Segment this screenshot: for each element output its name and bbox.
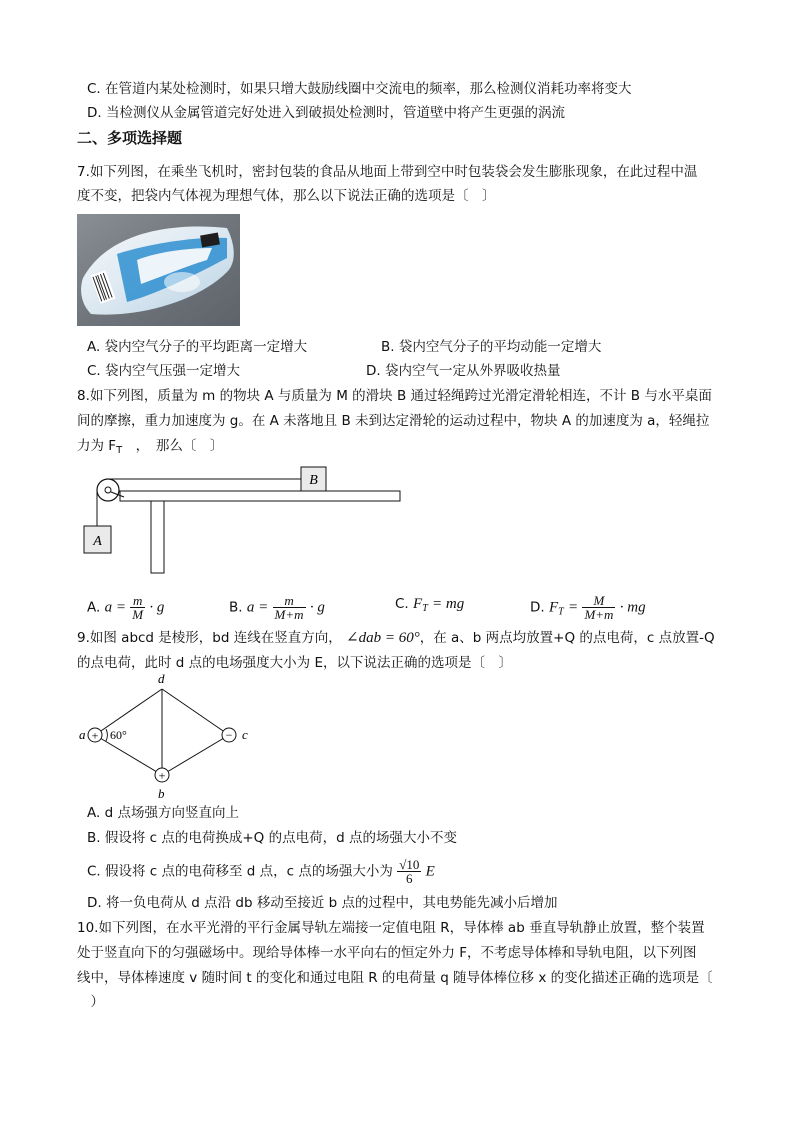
q7-stem-line2: 度不变，把袋内气体视为理想气体，那么以下说法正确的选项是〔 〕: [77, 188, 496, 204]
svg-text:+: +: [158, 768, 166, 783]
q9-label-a: a: [79, 727, 86, 742]
q8-option-c: C. $F_T$ = mg: [395, 596, 465, 614]
q10-stem-line2: 处于竖直向下的匀强磁场中。现给导体棒一水平向右的恒定外力 F，不考虑导体棒和导轨电阻，以下列图: [77, 945, 697, 961]
q9-option-a: A. d 点场强方向竖直向上: [87, 805, 239, 821]
q8-stem-line1: 8.如下列图，质量为 m 的物块 A 与质量为 M 的滑块 B 通过轻绳跨过光滑定滑轮相连，不计 B 与水平桌面: [77, 388, 712, 404]
q9-label-b: b: [158, 786, 165, 801]
q9-label-d: d: [158, 672, 165, 686]
section-title: 二、多项选择题: [77, 129, 183, 147]
svg-text:+: +: [91, 728, 99, 743]
q10-stem-line4: ）: [77, 994, 104, 1010]
q9-angle-label: 60°: [110, 728, 127, 742]
q10-stem-line3: 线中，导体棒速度 v 随时间 t 的变化和通过电阻 R 的电荷量 q 随导体棒位移 x 的变化描述正确的选项是〔: [77, 970, 713, 986]
q9-option-d: D. 将一负电荷从 d 点沿 db 移动至接近 b 点的过程中，其电势能先减小后增加: [87, 895, 558, 911]
q8-stem-line2: 间的摩擦，重力加速度为 g。在 A 未落地且 B 未到达定滑轮的运动过程中，物块 A 的加速度为 a，轻绳拉: [77, 413, 710, 429]
prev-option-c: C. 在管道内某处检测时，如果只增大鼓励线圈中交流电的频率，那么检测仪消耗功率将变大: [87, 81, 632, 97]
q8-label-a: A: [93, 534, 102, 549]
q9-stem-line1: 9.如图 abcd 是棱形，bd 连线在竖直方向， ∠dab = 60°，在 a、b 两点均放置+Q 的点电荷，c 点放置-Q: [77, 630, 715, 646]
q8-pulley-figure: [80, 462, 410, 582]
q7-food-bag-photo: [77, 214, 240, 326]
q9-label-c: c: [242, 727, 248, 742]
q7-option-a: A. 袋内空气分子的平均距离一定增大: [87, 339, 308, 355]
q7-stem-line1: 7.如下列图，在乘坐飞机时，密封包装的食品从地面上带到空中时包装袋会发生膨胀现象，在此过程中温: [77, 164, 698, 180]
svg-text:−: −: [225, 728, 233, 742]
q8-option-d: D. $F_T$ = $\frac{M}{M+m}$ · mg: [530, 593, 646, 622]
q7-option-d: D. 袋内空气一定从外界吸收热量: [366, 363, 561, 379]
q10-stem-line1: 10.如下列图，在水平光滑的平行金属导轨左端接一定值电阻 R，导体棒 ab 垂直导轨静止放置，整个装置: [77, 920, 705, 936]
q9-rhombus-figure: [76, 672, 256, 802]
q8-option-b: B. a = $\frac{m}{M+m}$ · g: [229, 593, 325, 622]
q7-option-c: C. 袋内空气压强一定增大: [87, 363, 241, 379]
q8-option-a: A. a = $\frac{m}{M}$ · g: [87, 593, 165, 622]
prev-option-d: D. 当检测仪从金属管道完好处进入到破损处检测时，管道壁中将产生更强的涡流: [87, 105, 565, 121]
q8-label-b: B: [309, 473, 318, 488]
q9-option-b: B. 假设将 c 点的电荷换成+Q 的点电荷，d 点的场强大小不变: [87, 830, 457, 846]
q7-option-b: B. 袋内空气分子的平均动能一定增大: [381, 339, 602, 355]
q9-stem-line2: 的点电荷，此时 d 点的电场强度大小为 E，以下说法正确的选项是〔 〕: [77, 655, 512, 671]
q9-option-c: C. 假设将 c 点的电荷移至 d 点，c 点的场强大小为 $\frac{√10}{6}$ E: [87, 857, 435, 886]
q8-stem-line3: 力为 $F_T$ ， 那么〔 〕: [77, 438, 224, 456]
